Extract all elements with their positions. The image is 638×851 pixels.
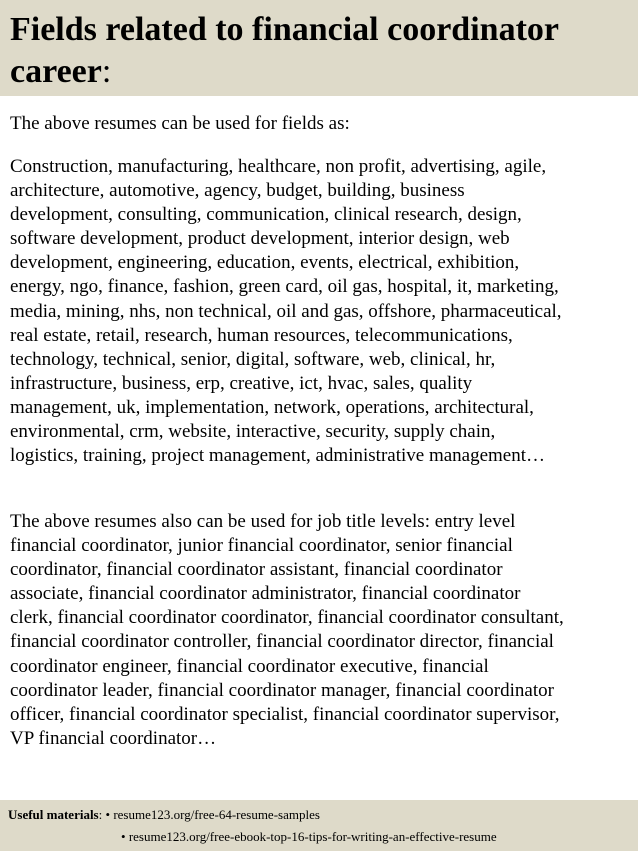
resume-samples-link[interactable]: resume123.org/free-64-resume-samples	[113, 807, 320, 822]
fields-list-paragraph: Construction, manufacturing, healthcare, non profit, advertising, agile, architecture, automotive, agency, budget, building, business development, consulting, communication, clinical research, design, software development, product development, interior design, web development, engineering, education, events, electrical, exhibition, energy, ngo, finance, fashion, green card, oil gas, hospital, it, marketing, media, mining, nhs, non technical, oil and gas, offshore, pharmaceutical, real estate, retail, research, human resources, telecommunications, technology, technical, senior, digital, software, web, clinical, hr, infrastructure, business, erp, creative, ict, hvac, sales, quality management, uk, implementation, network, operations, architectural, environmental, crm, website, interactive, security, supply chain, logistics, training, project management, administrative management…	[10, 156, 562, 467]
intro-text: The above resumes can be used for fields as:	[10, 113, 350, 134]
useful-materials-row	[8, 807, 320, 823]
bullet-icon: •	[105, 807, 114, 822]
useful-materials-row-2	[121, 829, 497, 845]
page-title-text: Fields related to financial coordinator career	[10, 11, 559, 90]
ebook-link[interactable]: resume123.org/free-ebook-top-16-tips-for-writing-an-effective-resume	[128, 829, 497, 844]
useful-materials-colon: :	[98, 807, 106, 822]
job-levels-paragraph: The above resumes also can be used for job title levels: entry level financial coordinator, junior financial coordinator, senior financial coordinator, financial coordinator assistant, financial coordinator associate, financial coordinator administrator, financial coordinator clerk, financial coordinator coordinator, financial coordinator consultant, financial coordinator controller, financial coordinator director, financial coordinator engineer, financial coordinator executive, financial coordinator leader, financial coordinator manager, financial coordinator officer, financial coordinator specialist, financial coordinator supervisor, VP financial coordinator…	[10, 511, 564, 749]
page-title	[10, 9, 630, 93]
bullet-icon: •	[121, 829, 129, 844]
useful-materials-label: Useful materials	[8, 807, 99, 822]
page-title-colon: :	[101, 53, 112, 90]
